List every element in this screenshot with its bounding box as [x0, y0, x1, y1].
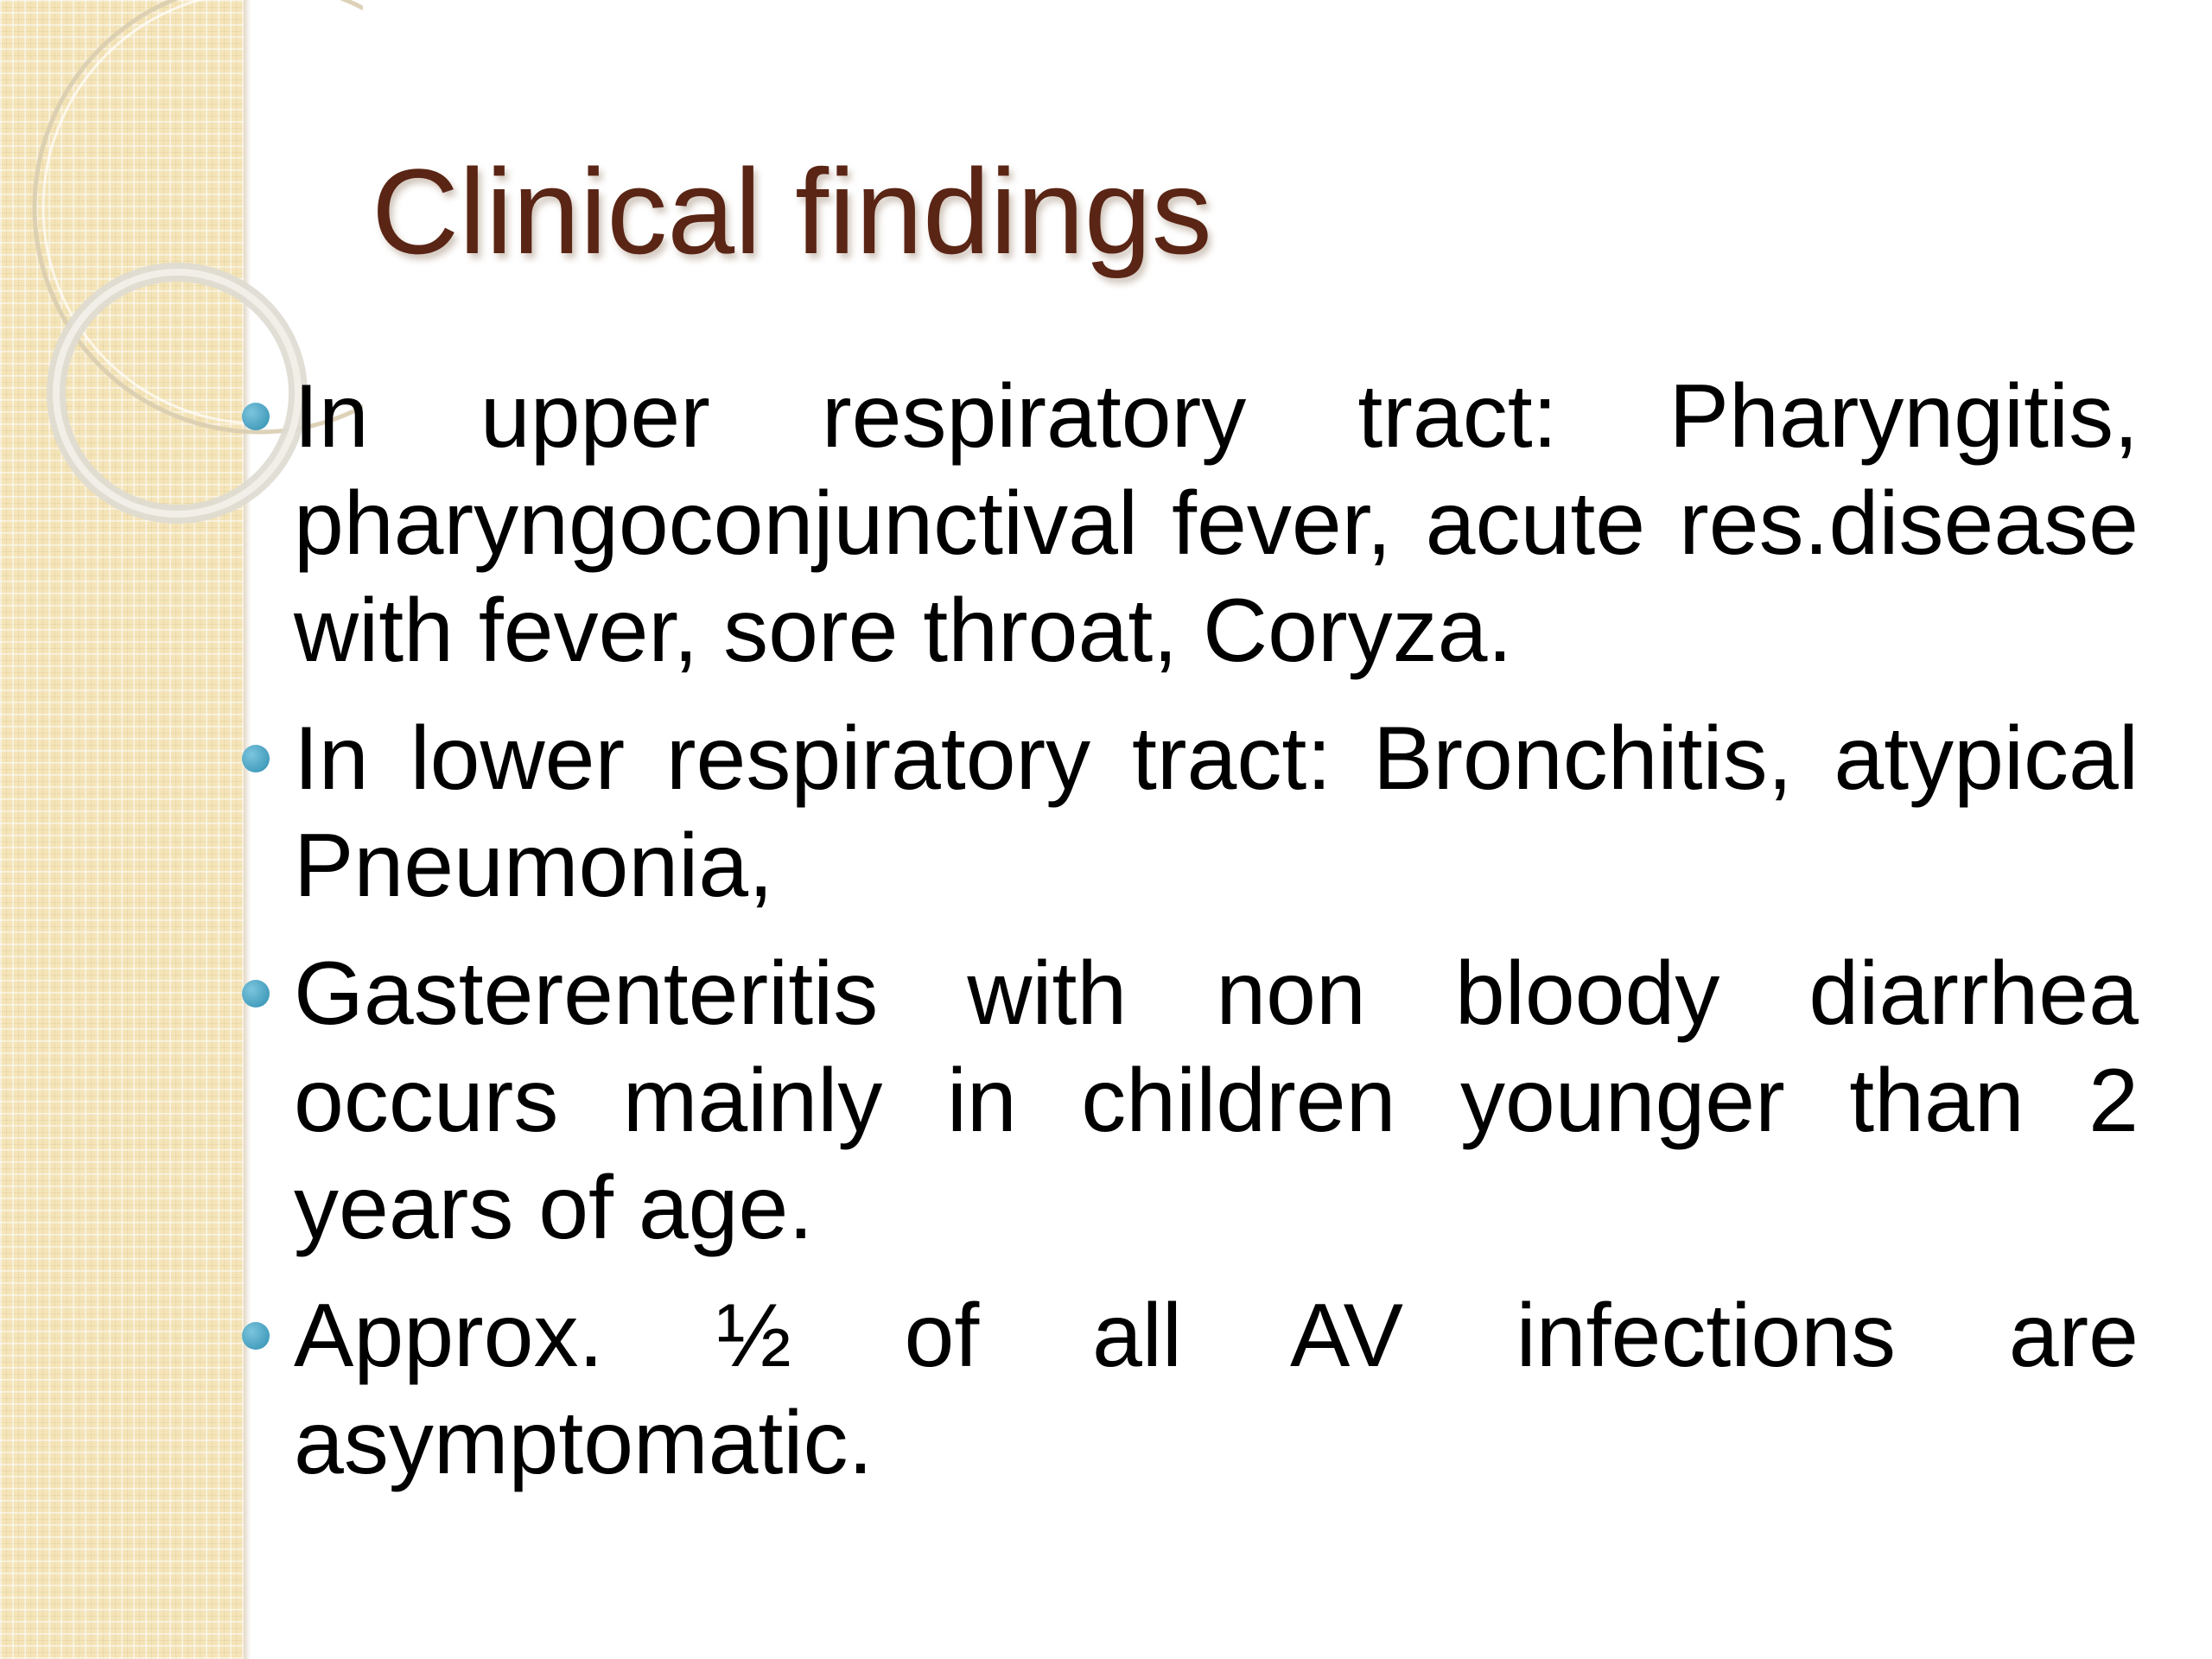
small-ring-highlight [56, 272, 298, 514]
bullet-text: In lower respiratory tract: Bronchitis, atypical Pneumonia, [294, 709, 2139, 916]
bullet-list [294, 363, 2139, 1497]
bullet-dot-icon [242, 980, 270, 1007]
bullet-item [294, 940, 2139, 1262]
bullet-dot-icon [242, 1322, 270, 1350]
bullet-item [294, 1282, 2139, 1497]
bullet-dot-icon [242, 403, 270, 430]
bullet-item [294, 705, 2139, 919]
bullet-dot-icon [242, 745, 270, 772]
bullet-text: Approx. ½ of all AV infections are asymptomatic. [294, 1286, 2139, 1493]
slide-title: Clinical findings [372, 143, 1212, 279]
bullet-item [294, 363, 2139, 684]
large-ring-highlight [43, 0, 363, 423]
bullet-text: In upper respiratory tract: Pharyngitis, pharyngoconjunctival fever, acute res.disease with fever, sore throat, Coryza. [294, 366, 2139, 681]
bullet-text: Gasterenteritis with non bloody diarrhea occurs mainly in children younger than 2 years of age. [294, 944, 2139, 1258]
